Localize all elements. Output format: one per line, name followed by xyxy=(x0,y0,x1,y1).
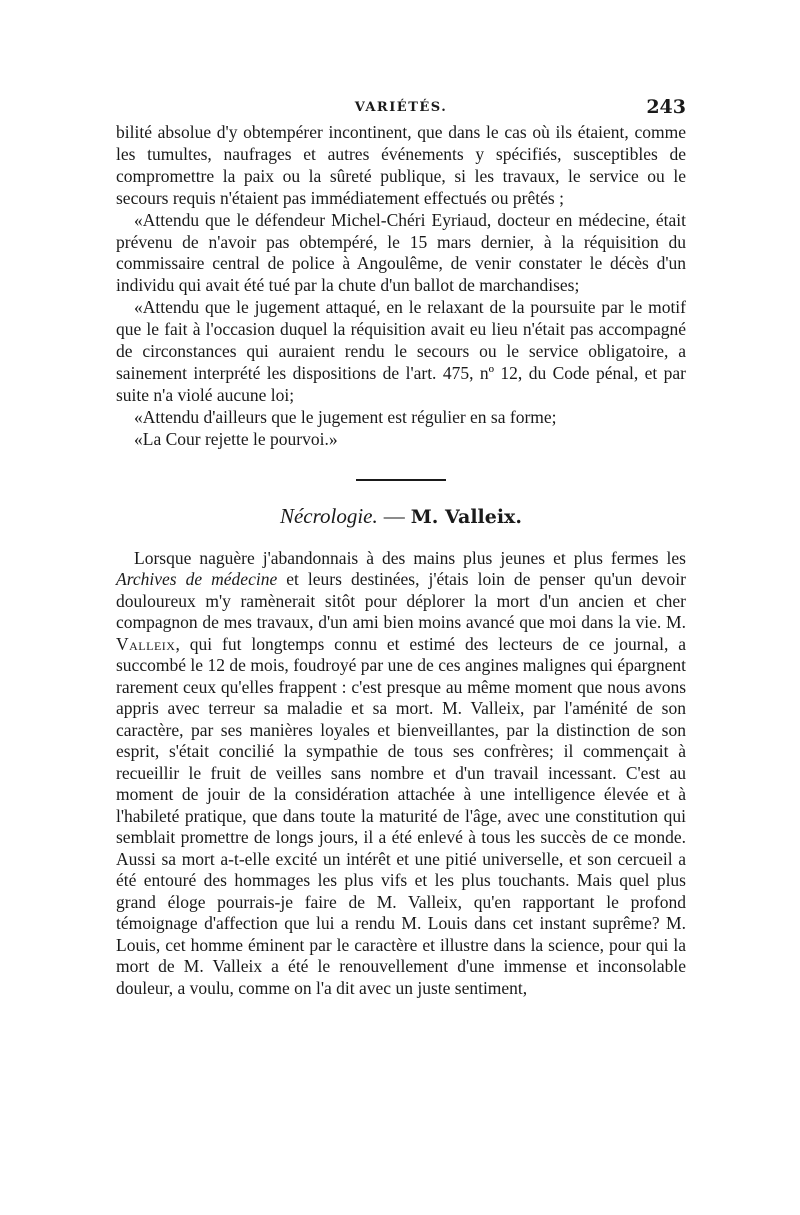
obituary-text-start: Lorsque naguère j'abandonnais à des mains plus jeunes et plus fermes les xyxy=(134,547,686,568)
obituary-heading xyxy=(116,503,686,530)
journal-title: Archives de médecine xyxy=(116,569,278,590)
running-head xyxy=(116,96,686,122)
running-title: VARIÉTÉS. xyxy=(354,100,448,115)
ruling-paragraph-1: «Attendu que le défendeur Michel-Chéri Eyriaud, docteur en médecine, était prévenu de n'avoir pas obtempéré, le 15 mars dernier, à la réquisition du commissaire central de police à Angoulême, de venir constater le décès d'un individu qui avait été tué par la chute d'un ballot de marchandises; xyxy=(116,209,686,296)
obituary-heading-name: M. Valleix. xyxy=(410,505,523,528)
ruling-paragraph-3: «Attendu d'ailleurs que le jugement est régulier en sa forme; xyxy=(134,406,557,427)
ruling-paragraph-2: «Attendu que le jugement attaqué, en le relaxant de la poursuite par le motif que le fait à l'occasion duquel la réquisition avait eu lieu n'était pas accompagné de circonstances qui auraient rendu le secours ou le service obligatoire, a sainement interprété les dispositions de l'art. 475, nº 12, du Code pénal, et par suite n'a violé aucune loi; xyxy=(116,297,686,405)
valleix-name-smallcaps: Valleix xyxy=(116,633,176,654)
ruling-continuation: bilité absolue d'y obtempérer incontinent, que dans le cas où ils étaient, comme les tumultes, naufrages et autres événements y spécifiés, susceptibles de compromettre la paix ou la sûreté publique, si les travaux, le service ou le secours requis n'étaient pas immédiatement effectués ou prêtés ; xyxy=(116,122,686,208)
obituary-heading-dash: — xyxy=(383,503,405,528)
court-ruling-text xyxy=(116,122,686,451)
book-page xyxy=(116,96,686,999)
obituary-text-end: , qui fut longtemps connu et estimé des lecteurs de ce journal, a succombé le 12 de mois, foudroyé par une de ces angines malignes qui épargnent rarement ceux qu'elles frappent : c'est presque au même moment que nous avons appris avec terreur sa maladie et sa mort. M. Valleix, par l'aménité de son caractère, par ses manières loyales et bienveillantes, par la distinction de son esprit, s'était concilié la sympathie de tous ses confrères; il commençait à recueillir le fruit de veilles sans nombre et d'un travail incessant. C'est au moment de jouir de la considération attachée à une intelligence élevée et à l'habileté pratique, que dans toute la maturité de l'âge, avec une constitution qui semblait promettre de longs jours, il a été enlevé à tous les succès de ce monde. Aussi sa mort a-t-elle excité un intérêt et une pitié universelle, et son cercueil a été entouré des hommages les plus vifs et les plus touchants. Mais quel plus grand éloge pourrais-je faire de M. Valleix, qu'en rapportant le profond témoignage d'affection que lui a rendu M. Louis dans cet instant suprême? M. Louis, cet homme éminent par le caractère et illustre dans la science, pour qui la mort de M. Valleix a été le renouvellement d'une immense et inconsolable douleur, a voulu, comme on l'a dit avec un juste sentiment, xyxy=(116,633,686,998)
obituary-text xyxy=(116,548,686,1000)
ruling-paragraph-4: «La Cour rejette le pourvoi.» xyxy=(134,428,338,449)
obituary-text-mid: et leurs destinées, j'étais loin de penser qu'un devoir douloureux m'y ramènerait sitôt pour déplorer la mort d'un ancien et cher compagnon de mes travaux, d'un ami bien moins avancé que moi dans la vie. M. xyxy=(116,569,686,633)
section-separator-rule xyxy=(356,479,446,481)
page-number: 243 xyxy=(646,96,686,118)
obituary-paragraph xyxy=(116,548,686,1000)
obituary-heading-label: Nécrologie. xyxy=(279,503,378,528)
